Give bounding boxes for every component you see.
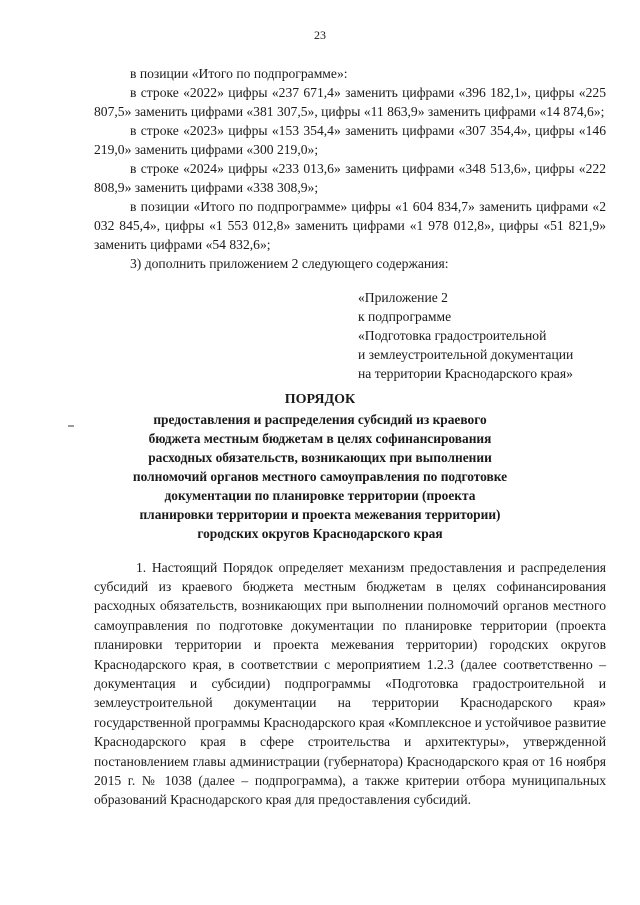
subtitle-line: планировки территории и проекта межевания территории) (139, 507, 501, 522)
subtitle-line: полномочий органов местного самоуправления по подготовке (132, 469, 508, 484)
subtitle-line: документации по планировке территории (проекта (164, 488, 476, 503)
amendments-block (94, 64, 606, 273)
amendment-line: в позиции «Итого по подпрограмме»: (130, 66, 348, 81)
appendix-line: к подпрограмме (358, 309, 452, 324)
page-number: 23 (314, 28, 326, 42)
subtitle-line: предоставления и распределения субсидий из краевого (153, 412, 487, 427)
subtitle-line: расходных обязательств, возникающих при выполнении (148, 450, 492, 465)
document-title: ПОРЯДОК (284, 392, 356, 407)
margin-mark (68, 425, 74, 427)
document-subtitle (120, 410, 520, 543)
amendment-line: в строке «2022» цифры «237 671,4» заменить цифрами «396 182,1», цифры «225 807,5» заменить цифрами «381 307,5», цифры «11 863,9» заменить цифрами «14 874,6»; (94, 85, 606, 119)
subtitle-line: городских округов Краснодарского края (197, 526, 443, 541)
appendix-header (358, 288, 628, 383)
subtitle-line: бюджета местным бюджетам в целях софинансирования (148, 431, 492, 446)
appendix-line: «Подготовка градостроительной (358, 328, 547, 343)
appendix-line: и землеустроительной документации (358, 347, 574, 362)
appendix-line: «Приложение 2 (358, 290, 448, 305)
main-paragraph: 1. Настоящий Порядок определяет механизм предоставления и распределения субсидий из краевого бюджета местным бюджетам в целях софинансирования расходных обязательств, возникающих при выполнении полномочий органов местного самоуправления по подготовке документации по планировке территории (проекта планировки территории и проекта межевания территории) городских округов Краснодарского края, в соответствии с мероприятием 1.2.3 (далее соответственно – документация и субсидии) подпрограммы «Подготовка градостроительной и землеустроительной документации на территории Краснодарского края» государственной программы Краснодарского края «Комплексное и устойчивое развитие Краснодарского края в сфере строительства и архитектуры», утвержденной постановлением главы администрации (губернатора) Краснодарского края от 16 ноября 2015 г. № 1038 (далее – подпрограмма), а также критерии отбора муниципальных образований Краснодарского края для предоставления субсидий. (94, 559, 606, 808)
amendment-line: в позиции «Итого по подпрограмме» цифры «1 604 834,7» заменить цифрами «2 032 845,4», цифры «1 553 012,8» заменить цифрами «1 978 012,8», цифры «51 821,9» заменить цифрами «54 832,6»; (94, 199, 606, 252)
appendix-line: на территории Краснодарского края» (358, 366, 573, 381)
amendment-line: в строке «2024» цифры «233 013,6» заменить цифрами «348 513,6», цифры «222 808,9» заменить цифрами «338 308,9»; (94, 161, 606, 195)
amendment-line: в строке «2023» цифры «153 354,4» заменить цифрами «307 354,4», цифры «146 219,0» заменить цифрами «300 219,0»; (94, 123, 606, 157)
amendment-line: 3) дополнить приложением 2 следующего содержания: (130, 256, 449, 271)
